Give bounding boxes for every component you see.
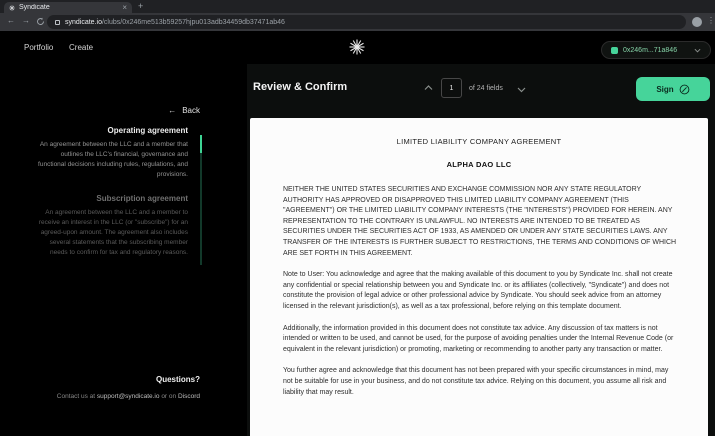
tab-title: Syndicate <box>19 4 50 11</box>
field-index-input[interactable] <box>441 78 462 98</box>
chevron-down-icon <box>694 48 701 53</box>
wallet-address: 0x246m...71a846 <box>623 46 678 54</box>
previous-field-chevron-up-icon[interactable] <box>424 85 433 91</box>
back-icon[interactable]: ← <box>7 16 15 25</box>
section-operating-agreement[interactable] <box>33 126 188 180</box>
page-url <box>65 19 285 26</box>
document-title: LIMITED LIABILITY COMPANY AGREEMENT <box>396 137 562 146</box>
syndicate-favicon <box>9 5 15 11</box>
document-page[interactable] <box>250 118 708 436</box>
document-paragraph: NEITHER THE UNITED STATES SECURITIES AND EXCHANGE COMMISSION NOR ANY STATE REGULATORY AUTHORITY HAS APPROVED OR DISAPPROVED THIS LIMITED LIABILITY COMPANY AGREEMENT (THIS "AGREEMENT") OR THE LIMITED LIABILITY COMPANY INTERESTS (THE "INTERESTS") PROVIDED FOR HEREIN. ANY REPRESENTATION TO THE CONTRARY IS UNLAWFUL. NO INTERESTS ARE INTENDED TO BE TREATED AS SECURITIES UNDER THE SECURITIES ACT OF 1933, AS AMENDED OR UNDER ANY STATE SECURITIES LAWS. ANY TRANSFER OF THE INTERESTS IS FURTHER SUBJECT TO RESTRICTIONS, THE TERMS AND CONDITIONS OF WHICH ARE SET FORTH IN THIS AGREEMENT. <box>283 186 677 257</box>
contact-connector: or on <box>161 393 177 400</box>
section-description: An agreement between the LLC and a member to receive an interest in the LLC (or "subscribe") for an agreed-upon amount. The agreement also includes several statements that the subscribing member needs to confirm for tax and regulatory reasons. <box>38 209 188 256</box>
browser-avatar[interactable] <box>692 17 702 27</box>
close-icon[interactable]: × <box>122 2 127 12</box>
document-body <box>283 185 678 398</box>
document-paragraph: You further agree and acknowledge that this document has not been prepared with your specific circumstances in mind, may not be suitable for use in your business, and do not constitute tax advice. Relying on this document, you assume all risk and liability that may result. <box>283 367 669 396</box>
app-root <box>0 31 715 436</box>
sign-label: Sign <box>656 84 674 94</box>
next-field-chevron-down-icon[interactable] <box>517 87 526 93</box>
section-title: Subscription agreement <box>96 194 188 203</box>
browser-toolbar <box>0 13 715 31</box>
questions-block <box>50 375 200 402</box>
wallet-button[interactable] <box>601 41 711 59</box>
sign-button[interactable] <box>636 77 710 101</box>
browser-tab[interactable] <box>4 2 132 13</box>
address-bar[interactable] <box>47 15 686 29</box>
field-count-label: of 24 fields <box>469 85 503 92</box>
discord-link[interactable]: Discord <box>177 393 200 400</box>
forward-icon[interactable]: → <box>22 16 30 25</box>
questions-title: Questions? <box>155 375 200 384</box>
document-paragraph: Note to User: You acknowledge and agree that the making available of this document to you by Syndicate Inc. shall not create any confidential or special relationship between you and Syndicate Inc. or its affiliates (collectively, "Syndicate") and does not constitute the provision of legal advice or other professional advice by Syndicate. You should seek advice from an attorney licensed in the relevant jurisdiction(s), as well as a tax professional, before relying on this template document. <box>283 271 673 310</box>
section-title: Operating agreement <box>107 126 188 135</box>
sidebar <box>0 64 247 436</box>
agreement-sections <box>33 126 188 258</box>
sign-pen-icon <box>679 84 690 95</box>
contact-text <box>50 391 200 402</box>
document-subtitle: ALPHA DAO LLC <box>446 160 512 169</box>
nav-create-link[interactable]: Create <box>69 43 94 52</box>
page-title: Review & Confirm <box>253 81 348 93</box>
section-description: An agreement between the LLC and a member that outlines the LLC's financial, governance and functional decisions including rules, regulations, and provisions. <box>38 141 188 178</box>
overflow-menu-icon[interactable]: ⋮ <box>707 16 715 25</box>
section-subscription-agreement[interactable] <box>33 194 188 258</box>
wallet-status-icon <box>611 47 618 54</box>
review-panel <box>247 64 715 436</box>
back-label: Back <box>182 106 200 115</box>
lock-icon <box>55 20 60 25</box>
nav-portfolio-link[interactable]: Portfolio <box>24 43 54 52</box>
new-tab-icon[interactable]: + <box>138 1 144 11</box>
back-arrow-icon: ← <box>168 106 177 115</box>
url-path: /clubs/0x246me513b59257hjpu013adb34459db37471ab46 <box>101 18 285 26</box>
agreement-progress-track <box>200 135 202 265</box>
top-nav <box>0 31 715 64</box>
back-button[interactable] <box>168 106 200 115</box>
agreement-progress-active <box>200 135 202 153</box>
contact-prefix: Contact us at <box>56 393 96 400</box>
document-paragraph: Additionally, the information provided in this document does not constitute tax advice. Any discussion of tax matters is not intended or written to be used, and cannot be used, for the purpose of avoiding penalties under the Internal Revenue Code (or equivalent in the relevant jurisdiction) or promoting, marketing or recommending to another party any transaction or matter. <box>283 324 674 353</box>
syndicate-logo[interactable] <box>349 39 365 55</box>
refresh-icon[interactable] <box>36 17 45 26</box>
url-domain: syndicate.io <box>65 18 102 26</box>
browser-tab-strip <box>0 0 715 13</box>
support-email-link[interactable]: support@syndicate.io <box>96 393 160 400</box>
